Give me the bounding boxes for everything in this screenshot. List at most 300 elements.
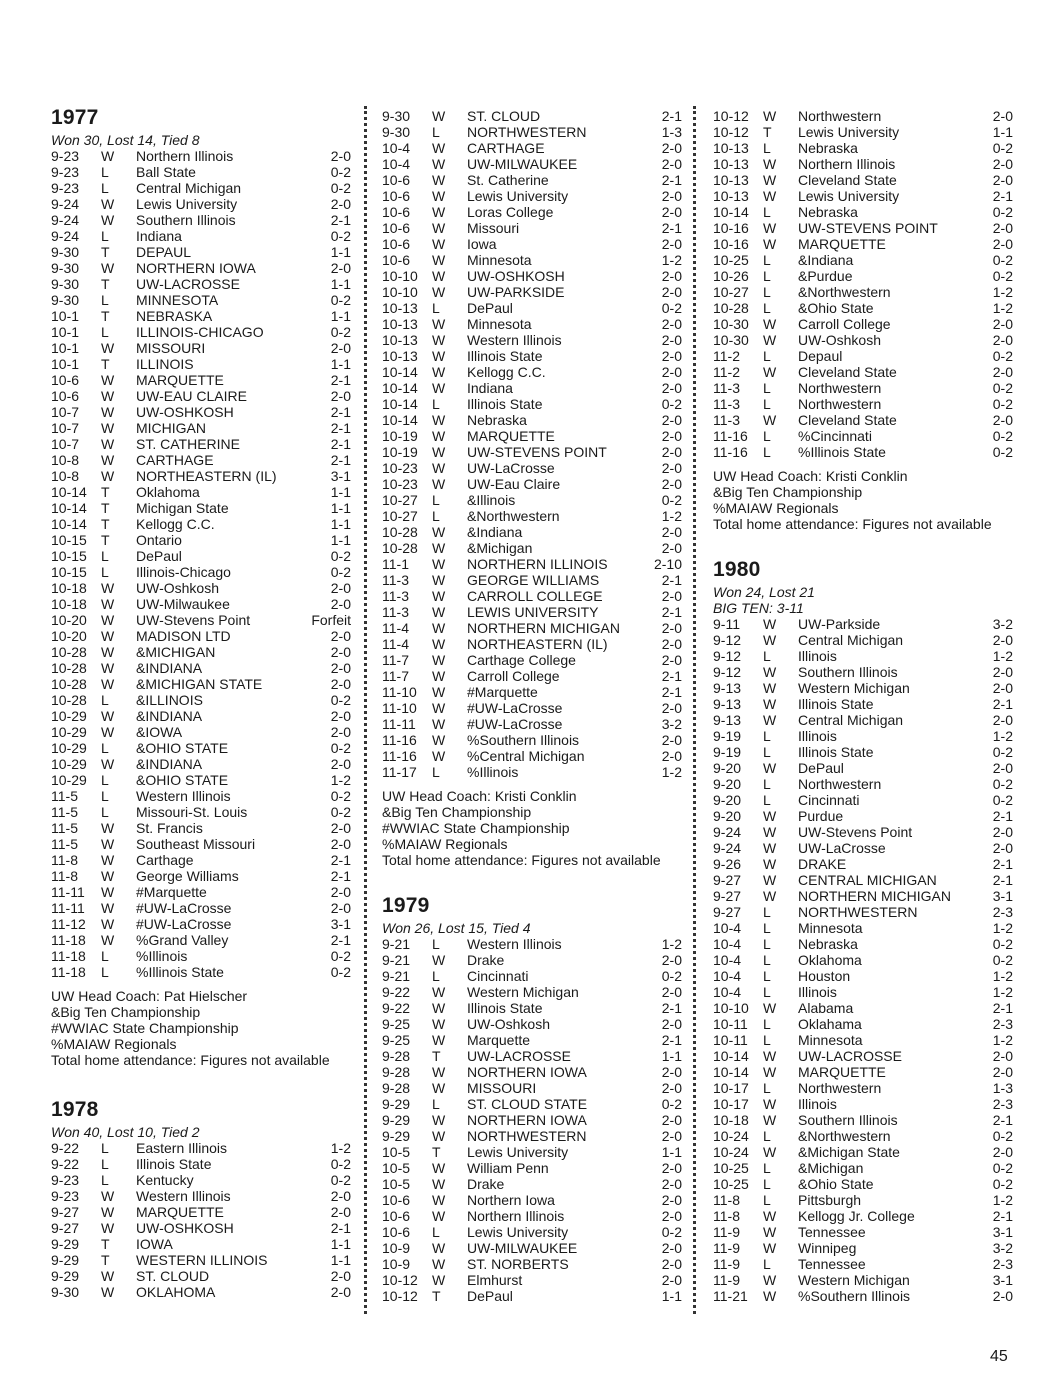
game-opponent: Northwestern xyxy=(798,396,882,412)
game-row xyxy=(51,324,351,340)
game-result: L xyxy=(101,1156,109,1172)
game-row xyxy=(382,984,682,1000)
game-row xyxy=(713,1288,1013,1304)
game-date: 10-15 xyxy=(51,548,87,564)
game-row xyxy=(51,1236,351,1252)
game-result: L xyxy=(763,1016,771,1032)
game-date: 9-27 xyxy=(713,888,742,904)
game-row xyxy=(382,268,682,284)
game-row xyxy=(51,340,351,356)
game-score: 2-0 xyxy=(661,380,682,396)
game-opponent: UW-Oshkosh xyxy=(798,332,881,348)
game-date: 10-16 xyxy=(713,220,749,236)
game-opponent: UW-STEVENS POINT xyxy=(798,220,938,236)
column-divider-2 xyxy=(693,106,696,1314)
game-date: 11-11 xyxy=(382,716,416,732)
game-score: 2-3 xyxy=(992,1256,1013,1272)
game-result: L xyxy=(101,1172,109,1188)
game-row xyxy=(382,1176,682,1192)
game-result: W xyxy=(432,460,446,476)
game-result: W xyxy=(432,1112,446,1128)
game-opponent: %Southern Illinois xyxy=(798,1288,911,1304)
game-row xyxy=(382,684,682,700)
game-row xyxy=(382,668,682,684)
game-date: 10-17 xyxy=(713,1080,749,1096)
game-row xyxy=(51,916,351,932)
game-opponent: Southern Illinois xyxy=(798,1112,898,1128)
game-list xyxy=(713,616,1013,1304)
game-score: 0-2 xyxy=(330,964,351,980)
game-row xyxy=(713,1272,1013,1288)
game-date: 9-21 xyxy=(382,952,411,968)
game-row xyxy=(713,1176,1013,1192)
game-row xyxy=(713,1160,1013,1176)
game-row xyxy=(382,1240,682,1256)
game-row xyxy=(713,840,1013,856)
game-opponent: Carthage xyxy=(136,852,194,868)
game-result: W xyxy=(101,596,115,612)
game-opponent: &IOWA xyxy=(136,724,183,740)
game-date: 11-16 xyxy=(382,732,417,748)
game-date: 10-1 xyxy=(51,324,80,340)
game-row xyxy=(51,852,351,868)
game-date: 9-30 xyxy=(51,244,80,260)
game-date: 10-7 xyxy=(51,436,80,452)
game-score: 2-0 xyxy=(661,444,682,460)
game-date: 11-8 xyxy=(713,1208,740,1224)
game-opponent: Northern Illinois xyxy=(136,148,234,164)
game-opponent: CARTHAGE xyxy=(467,140,545,156)
game-result: W xyxy=(432,444,446,460)
game-opponent: Illinois xyxy=(798,1096,837,1112)
game-date: 10-29 xyxy=(51,772,87,788)
game-score: 0-2 xyxy=(992,744,1013,760)
game-date: 10-29 xyxy=(51,724,87,740)
game-date: 10-8 xyxy=(51,452,80,468)
game-row xyxy=(51,484,351,500)
game-score: 2-0 xyxy=(992,680,1013,696)
game-result: W xyxy=(763,824,777,840)
game-date: 10-10 xyxy=(713,1000,749,1016)
season-section xyxy=(382,108,682,868)
game-result: W xyxy=(432,1240,446,1256)
game-result: W xyxy=(763,220,777,236)
game-date: 11-16 xyxy=(713,444,748,460)
game-score: 2-1 xyxy=(661,604,682,620)
game-row xyxy=(51,452,351,468)
game-result: W xyxy=(763,1064,777,1080)
game-date: 10-6 xyxy=(382,1192,411,1208)
game-opponent: MARQUETTE xyxy=(798,236,886,252)
game-result: W xyxy=(101,820,115,836)
game-row xyxy=(382,604,682,620)
game-score: 2-1 xyxy=(330,436,351,452)
game-opponent: &Northwestern xyxy=(798,1128,891,1144)
game-opponent: Loras College xyxy=(467,204,554,220)
season-note: Total home attendance: Figures not available xyxy=(713,516,992,532)
game-row xyxy=(382,1048,682,1064)
game-row xyxy=(51,596,351,612)
game-opponent: Northwestern xyxy=(798,108,882,124)
game-score: 2-0 xyxy=(992,172,1013,188)
game-opponent: Carroll College xyxy=(798,316,891,332)
game-score: 0-2 xyxy=(992,1160,1013,1176)
game-date: 11-9 xyxy=(713,1256,740,1272)
game-opponent: Winnipeg xyxy=(798,1240,857,1256)
game-row xyxy=(713,696,1013,712)
game-date: 10-14 xyxy=(382,396,418,412)
page-number: 45 xyxy=(990,1348,1008,1365)
game-result: L xyxy=(432,492,440,508)
game-row xyxy=(51,788,351,804)
game-date: 10-25 xyxy=(713,1160,749,1176)
game-result: W xyxy=(432,652,446,668)
game-score: 2-1 xyxy=(330,212,351,228)
game-score: 0-2 xyxy=(661,968,682,984)
game-result: W xyxy=(101,1188,115,1204)
game-opponent: &Michigan xyxy=(467,540,533,556)
game-date: 10-14 xyxy=(51,500,87,516)
game-score: 2-0 xyxy=(661,140,682,156)
game-row xyxy=(713,1144,1013,1160)
game-opponent: Western Michigan xyxy=(798,680,910,696)
game-row xyxy=(713,1112,1013,1128)
game-date: 11-2 xyxy=(713,364,740,380)
game-date: 10-29 xyxy=(51,756,87,772)
game-opponent: MICHIGAN xyxy=(136,420,206,436)
game-result: W xyxy=(101,1268,115,1284)
game-result: W xyxy=(763,156,777,172)
game-score: 2-1 xyxy=(330,404,351,420)
game-result: W xyxy=(763,1096,777,1112)
game-opponent: Western Illinois xyxy=(467,936,562,952)
game-row xyxy=(713,124,1013,140)
game-opponent: Michigan State xyxy=(136,500,229,516)
game-score: 2-0 xyxy=(661,412,682,428)
game-result: L xyxy=(101,692,109,708)
game-score: 1-2 xyxy=(992,920,1013,936)
game-opponent: Minnesota xyxy=(798,920,863,936)
game-date: 11-4 xyxy=(382,636,409,652)
game-score: 2-1 xyxy=(992,1112,1013,1128)
game-result: L xyxy=(101,804,109,820)
game-score: 1-2 xyxy=(992,300,1013,316)
season-record: Won 24, Lost 21 xyxy=(713,584,815,600)
column-divider-1 xyxy=(364,106,367,1314)
game-row xyxy=(382,1160,682,1176)
game-opponent: Iowa xyxy=(467,236,497,252)
game-opponent: Nebraska xyxy=(798,140,858,156)
game-score: 2-1 xyxy=(992,808,1013,824)
season-record: Won 40, Lost 10, Tied 2 xyxy=(51,1124,200,1140)
game-date: 10-6 xyxy=(382,204,411,220)
game-result: L xyxy=(763,300,771,316)
game-opponent: Illinois State xyxy=(467,1000,543,1016)
game-date: 9-29 xyxy=(382,1112,411,1128)
game-score: 2-0 xyxy=(330,708,351,724)
game-result: W xyxy=(101,580,115,596)
game-row xyxy=(51,1156,351,1172)
game-score: 2-1 xyxy=(992,696,1013,712)
game-score: 2-0 xyxy=(992,1048,1013,1064)
game-score: 2-0 xyxy=(330,580,351,596)
game-date: 9-28 xyxy=(382,1048,411,1064)
game-score: 1-1 xyxy=(330,516,351,532)
game-date: 10-12 xyxy=(382,1288,418,1304)
game-date: 10-6 xyxy=(382,220,411,236)
game-opponent: UW-STEVENS POINT xyxy=(467,444,607,460)
game-row xyxy=(382,140,682,156)
game-score: 2-0 xyxy=(661,460,682,476)
game-result: L xyxy=(101,228,109,244)
game-row xyxy=(382,188,682,204)
game-date: 10-28 xyxy=(382,540,418,556)
game-row xyxy=(51,820,351,836)
game-row xyxy=(382,508,682,524)
season-record: BIG TEN: 3-11 xyxy=(713,600,804,616)
game-result: L xyxy=(101,740,109,756)
game-row xyxy=(51,196,351,212)
game-row xyxy=(382,1144,682,1160)
game-score: 2-0 xyxy=(661,284,682,300)
game-opponent: &Ohio State xyxy=(798,300,874,316)
game-date: 10-28 xyxy=(51,692,87,708)
game-score: 2-0 xyxy=(661,1240,682,1256)
game-result: W xyxy=(763,616,777,632)
game-opponent: NORTHERN IOWA xyxy=(467,1064,587,1080)
game-list xyxy=(713,108,1013,460)
game-row xyxy=(713,728,1013,744)
game-row xyxy=(382,332,682,348)
game-opponent: Missouri-St. Louis xyxy=(136,804,248,820)
game-row xyxy=(713,616,1013,632)
game-opponent: Cincinnati xyxy=(467,968,529,984)
game-date: 10-6 xyxy=(382,252,411,268)
game-date: 9-29 xyxy=(382,1128,411,1144)
game-score: 2-0 xyxy=(661,700,682,716)
game-date: 11-10 xyxy=(382,700,417,716)
game-opponent: MARQUETTE xyxy=(798,1064,886,1080)
game-result: W xyxy=(763,1112,777,1128)
game-date: 10-18 xyxy=(51,580,87,596)
game-date: 9-24 xyxy=(51,196,80,212)
game-result: L xyxy=(101,964,109,980)
game-row xyxy=(51,180,351,196)
game-score: 1-1 xyxy=(992,124,1013,140)
game-opponent: Minnesota xyxy=(467,252,532,268)
game-date: 10-26 xyxy=(713,268,749,284)
game-score: 2-0 xyxy=(661,1016,682,1032)
game-opponent: Nebraska xyxy=(798,204,858,220)
game-result: W xyxy=(763,364,777,380)
game-row xyxy=(51,276,351,292)
game-opponent: Drake xyxy=(467,1176,505,1192)
game-result: L xyxy=(101,564,109,580)
game-result: W xyxy=(101,852,115,868)
game-result: W xyxy=(432,984,446,1000)
game-date: 9-19 xyxy=(713,728,742,744)
game-date: 9-11 xyxy=(713,616,740,632)
game-result: W xyxy=(432,316,446,332)
game-date: 10-5 xyxy=(382,1144,411,1160)
game-row xyxy=(51,404,351,420)
game-row xyxy=(382,556,682,572)
game-row xyxy=(713,808,1013,824)
game-score: 2-0 xyxy=(661,732,682,748)
game-date: 10-18 xyxy=(713,1112,749,1128)
game-result: W xyxy=(101,388,115,404)
game-opponent: Lewis University xyxy=(136,196,238,212)
game-result: W xyxy=(101,708,115,724)
game-date: 9-20 xyxy=(713,776,742,792)
game-result: T xyxy=(763,124,772,140)
game-date: 11-5 xyxy=(51,788,78,804)
game-score: 1-2 xyxy=(330,1140,351,1156)
game-row xyxy=(51,1252,351,1268)
game-date: 10-20 xyxy=(51,612,87,628)
game-row xyxy=(51,756,351,772)
game-date: 9-12 xyxy=(713,664,742,680)
game-date: 9-21 xyxy=(382,968,411,984)
game-opponent: #Marquette xyxy=(136,884,207,900)
game-row xyxy=(382,952,682,968)
game-score: 2-1 xyxy=(661,172,682,188)
game-row xyxy=(51,868,351,884)
game-date: 10-19 xyxy=(382,444,418,460)
game-score: 2-0 xyxy=(661,1112,682,1128)
game-opponent: ST. NORBERTS xyxy=(467,1256,569,1272)
season-note: UW Head Coach: Kristi Conklin xyxy=(713,468,908,484)
game-opponent: NORTHERN MICHIGAN xyxy=(798,888,951,904)
game-date: 10-7 xyxy=(51,420,80,436)
game-result: W xyxy=(101,724,115,740)
game-date: 11-8 xyxy=(713,1192,740,1208)
game-row xyxy=(382,412,682,428)
game-row xyxy=(382,748,682,764)
game-result: W xyxy=(101,836,115,852)
game-row xyxy=(382,460,682,476)
game-score: 2-0 xyxy=(992,332,1013,348)
game-row xyxy=(713,316,1013,332)
game-opponent: ST. CLOUD xyxy=(136,1268,210,1284)
game-opponent: %Illinois xyxy=(136,948,188,964)
game-date: 9-27 xyxy=(713,904,742,920)
game-result: W xyxy=(763,108,777,124)
season-note: %MAIAW Regionals xyxy=(51,1036,177,1052)
game-opponent: Minnesota xyxy=(467,316,532,332)
game-date: 10-28 xyxy=(51,660,87,676)
game-result: T xyxy=(101,276,110,292)
game-result: L xyxy=(763,904,771,920)
game-row xyxy=(382,936,682,952)
game-result: W xyxy=(432,140,446,156)
game-score: 2-0 xyxy=(330,260,351,276)
game-score: 1-1 xyxy=(330,1236,351,1252)
game-score: 2-0 xyxy=(992,1064,1013,1080)
season-notes xyxy=(713,468,1013,532)
game-score: 2-0 xyxy=(330,676,351,692)
game-date: 9-20 xyxy=(713,760,742,776)
game-score: 2-0 xyxy=(330,900,351,916)
game-date: 10-14 xyxy=(713,1064,749,1080)
game-row xyxy=(51,436,351,452)
game-date: 11-18 xyxy=(51,932,86,948)
game-row xyxy=(51,708,351,724)
game-date: 10-29 xyxy=(51,708,87,724)
game-result: W xyxy=(763,680,777,696)
game-result: W xyxy=(101,884,115,900)
game-opponent: ST. CLOUD xyxy=(467,108,541,124)
game-row xyxy=(382,172,682,188)
game-date: 9-21 xyxy=(382,936,411,952)
game-row xyxy=(382,652,682,668)
game-date: 9-30 xyxy=(51,292,80,308)
game-date: 9-23 xyxy=(51,148,80,164)
game-row xyxy=(382,572,682,588)
game-result: W xyxy=(763,872,777,888)
game-row xyxy=(382,636,682,652)
game-score: 0-2 xyxy=(661,492,682,508)
game-score: 2-0 xyxy=(992,664,1013,680)
game-row xyxy=(713,744,1013,760)
game-date: 10-4 xyxy=(713,984,742,1000)
game-score: 0-2 xyxy=(992,140,1013,156)
game-score: 0-2 xyxy=(992,1128,1013,1144)
game-date: 9-20 xyxy=(713,808,742,824)
game-result: L xyxy=(763,444,771,460)
game-result: T xyxy=(101,516,110,532)
game-row xyxy=(713,792,1013,808)
game-result: W xyxy=(101,756,115,772)
game-score: 2-1 xyxy=(992,872,1013,888)
game-row xyxy=(713,412,1013,428)
game-result: W xyxy=(763,760,777,776)
game-opponent: Eastern Illinois xyxy=(136,1140,228,1156)
game-opponent: Nebraska xyxy=(467,412,527,428)
game-score: 2-0 xyxy=(661,1160,682,1176)
game-row xyxy=(713,204,1013,220)
season-note: &Big Ten Championship xyxy=(713,484,863,500)
game-opponent: IOWA xyxy=(136,1236,173,1252)
game-date: 10-6 xyxy=(382,172,411,188)
game-score: 2-0 xyxy=(661,1176,682,1192)
game-row xyxy=(713,712,1013,728)
game-row xyxy=(713,1128,1013,1144)
game-opponent: Marquette xyxy=(467,1032,531,1048)
game-row xyxy=(713,1080,1013,1096)
game-score: 1-2 xyxy=(330,772,351,788)
game-opponent: UW-Milwaukee xyxy=(136,596,230,612)
game-opponent: Northern Illinois xyxy=(798,156,896,172)
game-score: 2-1 xyxy=(661,220,682,236)
game-row xyxy=(713,632,1013,648)
game-result: L xyxy=(763,204,771,220)
game-opponent: &Michigan State xyxy=(798,1144,900,1160)
game-row xyxy=(51,612,351,628)
game-row xyxy=(51,372,351,388)
game-score: 2-0 xyxy=(330,820,351,836)
game-opponent: &INDIANA xyxy=(136,708,203,724)
season-note: %MAIAW Regionals xyxy=(382,836,508,852)
game-score: 2-0 xyxy=(661,268,682,284)
game-score: 1-1 xyxy=(330,532,351,548)
game-date: 11-3 xyxy=(382,588,409,604)
game-opponent: Oklahoma xyxy=(798,952,862,968)
game-result: L xyxy=(763,920,771,936)
game-opponent: UW-Stevens Point xyxy=(136,612,251,628)
game-score: 2-0 xyxy=(330,340,351,356)
game-date: 10-1 xyxy=(51,308,80,324)
